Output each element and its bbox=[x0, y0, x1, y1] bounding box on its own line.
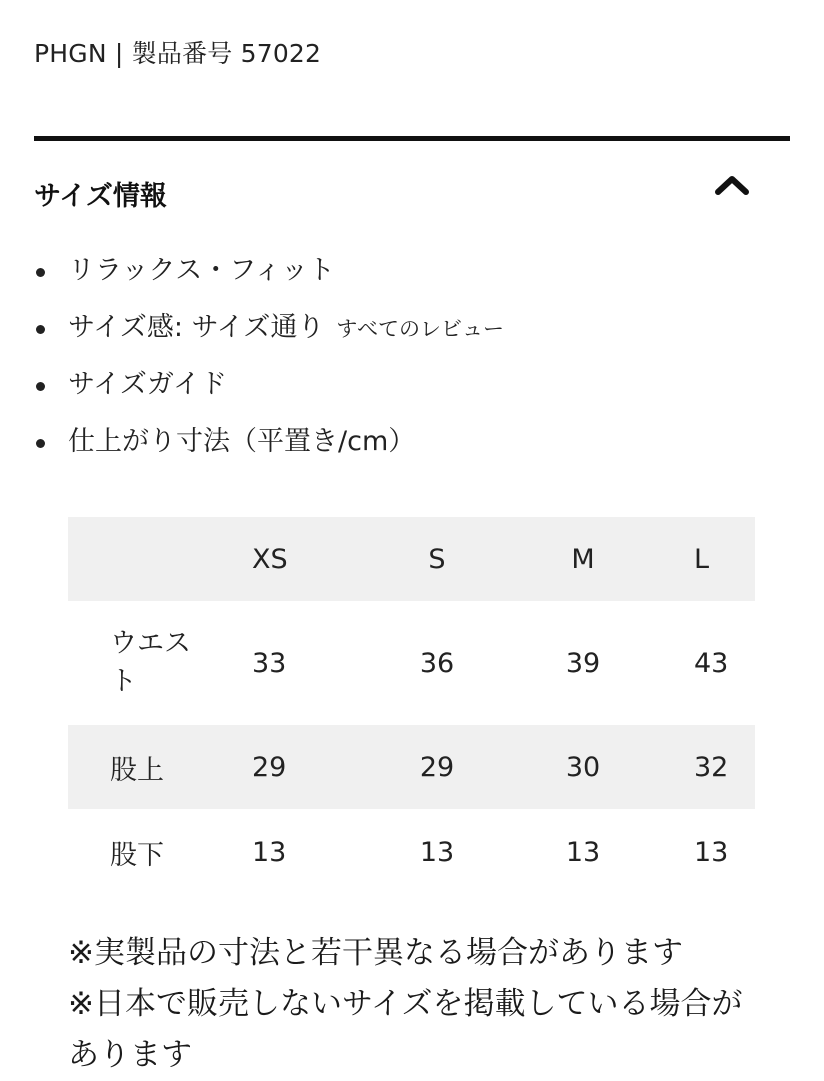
size-guide-link[interactable]: サイズガイド bbox=[68, 369, 228, 400]
table-row bbox=[68, 725, 755, 809]
size-feel-text: サイズ感: サイズ通り bbox=[68, 312, 325, 343]
list-item-size-feel bbox=[34, 305, 504, 362]
note-text: ※日本で販売しないサイズを掲載している場合があります bbox=[68, 986, 743, 1073]
table-header-cell bbox=[68, 517, 218, 601]
table-cell: 32 bbox=[694, 751, 729, 783]
row-label: ウエスト bbox=[110, 628, 191, 697]
size-info-list bbox=[34, 248, 504, 476]
bullet-icon bbox=[36, 439, 45, 448]
table-row bbox=[68, 809, 755, 895]
table-header-row bbox=[68, 517, 755, 601]
table-row bbox=[68, 601, 755, 725]
bullet-icon bbox=[36, 268, 45, 277]
table-cell: 13 bbox=[565, 836, 601, 868]
all-reviews-link[interactable]: すべてのレビュー bbox=[336, 317, 504, 341]
row-label: 股下 bbox=[110, 839, 164, 871]
section-divider bbox=[34, 136, 790, 141]
table-header-cell: S bbox=[428, 543, 446, 575]
table-cell: 13 bbox=[419, 836, 455, 868]
table-cell: 29 bbox=[419, 751, 455, 783]
product-meta: PHGN | 製品番号 57022 bbox=[34, 39, 322, 68]
fit-text: リラックス・フィット bbox=[68, 255, 336, 286]
table-cell: 13 bbox=[252, 836, 287, 868]
bullet-icon bbox=[36, 382, 45, 391]
list-item-measurements bbox=[34, 419, 504, 476]
row-label: 股上 bbox=[110, 754, 164, 786]
list-item-fit bbox=[34, 248, 504, 305]
table-header-cell: M bbox=[571, 543, 595, 575]
table-header-cell: XS bbox=[252, 543, 288, 575]
section-title: サイズ情報 bbox=[34, 181, 167, 212]
table-cell: 13 bbox=[694, 836, 729, 868]
table-cell: 30 bbox=[565, 751, 601, 783]
table-cell: 39 bbox=[565, 647, 601, 679]
chevron-up-icon[interactable] bbox=[712, 170, 752, 200]
table-cell: 43 bbox=[694, 647, 729, 679]
note-text: ※実製品の寸法と若干異なる場合があります bbox=[68, 935, 683, 971]
size-notes bbox=[68, 928, 758, 1081]
table-cell: 36 bbox=[419, 647, 455, 679]
table-cell: 29 bbox=[252, 751, 287, 783]
table-header-cell: L bbox=[694, 543, 710, 575]
bullet-icon bbox=[36, 325, 45, 334]
list-item-size-guide[interactable] bbox=[34, 362, 504, 419]
size-info-accordion-header[interactable] bbox=[34, 168, 790, 220]
size-table bbox=[68, 517, 755, 895]
table-cell: 33 bbox=[252, 647, 287, 679]
measurements-title: 仕上がり寸法（平置き/cm） bbox=[68, 426, 416, 457]
